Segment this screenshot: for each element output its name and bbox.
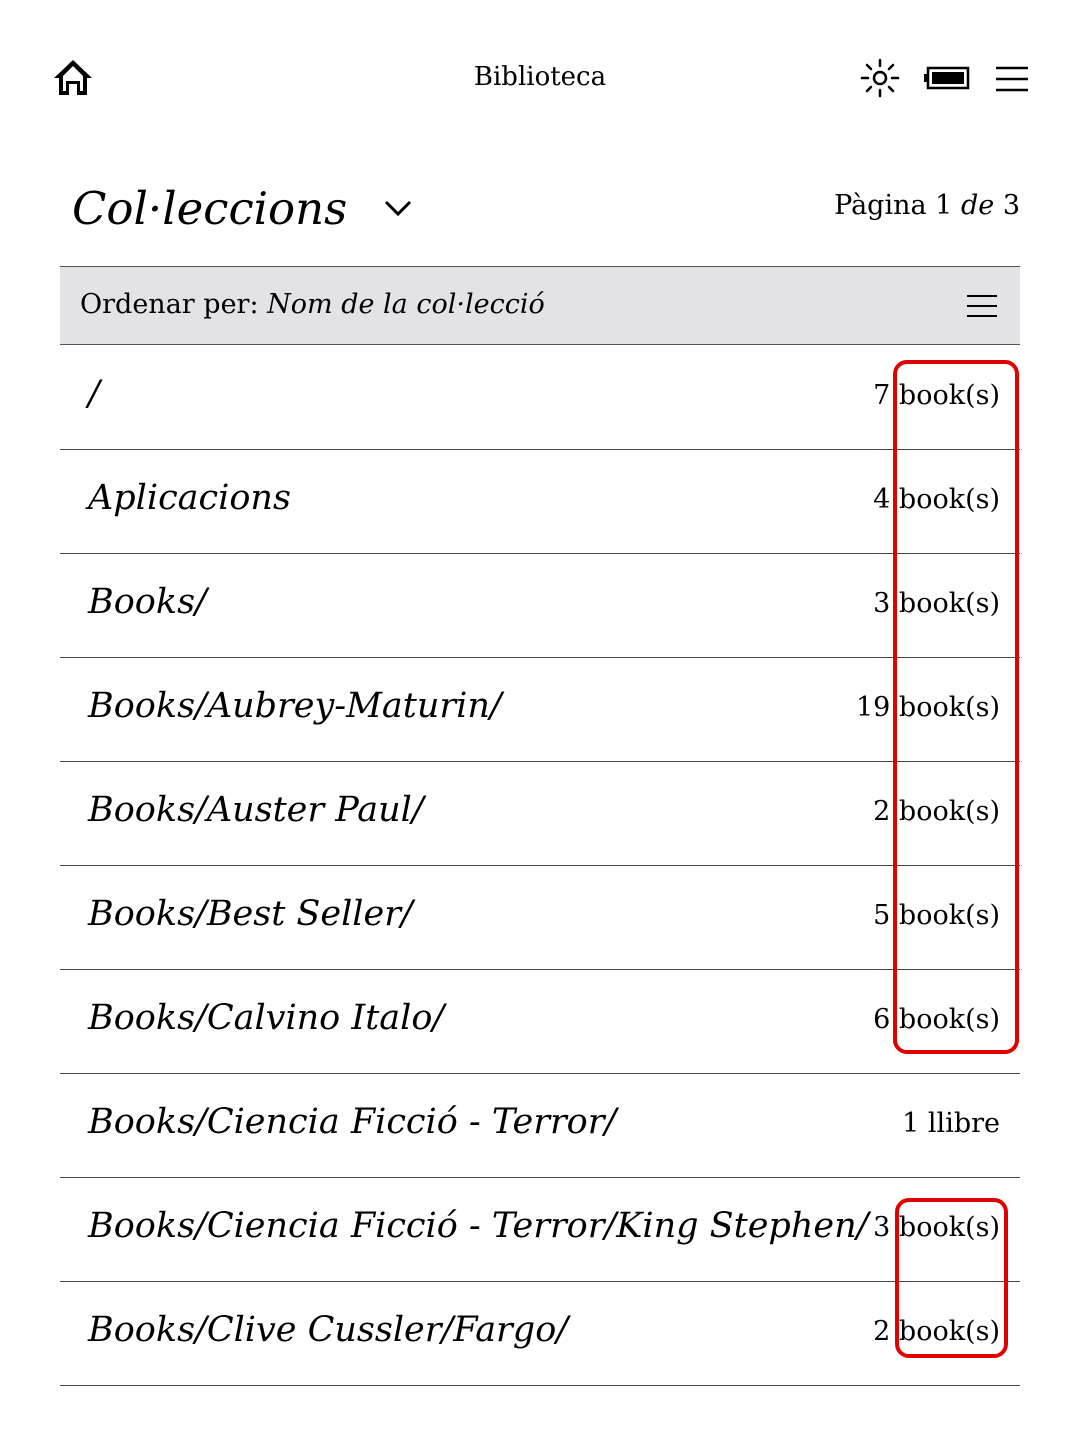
collection-name: Books/Clive Cussler/Fargo/	[88, 1310, 569, 1350]
brightness-icon	[860, 58, 900, 98]
collections-list	[60, 346, 1020, 1386]
sort-label	[80, 289, 545, 320]
collection-name: Aplicacions	[88, 478, 291, 518]
page-of: de	[960, 190, 995, 221]
collection-row[interactable]	[60, 1282, 1020, 1386]
page-label: Pàgina	[834, 190, 927, 221]
page-total: 3	[1002, 190, 1020, 221]
top-bar	[0, 0, 1080, 150]
collections-title[interactable]: Col·leccions	[72, 182, 348, 235]
collection-name: Books/Best Seller/	[88, 894, 413, 934]
collection-count: 6 book(s)	[873, 1004, 1000, 1035]
annotation-highlight-top	[893, 360, 1019, 1054]
collection-count: 3 book(s)	[873, 1212, 1000, 1243]
collection-row[interactable]	[60, 762, 1020, 866]
page-indicator	[834, 190, 1020, 221]
annotation-highlight-bottom	[895, 1198, 1008, 1358]
collection-row[interactable]	[60, 346, 1020, 450]
collection-count: 4 book(s)	[873, 484, 1000, 515]
collection-name: Books/Ciencia Ficció - Terror/King Stephen/	[88, 1206, 869, 1246]
brightness-button[interactable]	[860, 58, 900, 98]
collection-row[interactable]	[60, 1178, 1020, 1282]
chevron-down-icon	[382, 196, 414, 220]
collection-count: 3 book(s)	[873, 588, 1000, 619]
collection-count: 19 book(s)	[855, 692, 1000, 723]
collection-count: 7 book(s)	[873, 380, 1000, 411]
menu-button[interactable]	[994, 64, 1030, 94]
sort-bar[interactable]	[60, 266, 1020, 345]
collection-row[interactable]	[60, 554, 1020, 658]
collection-row[interactable]	[60, 450, 1020, 554]
sort-options-button[interactable]	[966, 293, 998, 319]
collection-row[interactable]	[60, 866, 1020, 970]
collection-name: Books/Calvino Italo/	[88, 998, 445, 1038]
battery-icon[interactable]	[924, 66, 970, 90]
collection-count: 2 book(s)	[873, 796, 1000, 827]
collection-name: Books/Aubrey-Maturin/	[88, 686, 502, 726]
collection-row[interactable]	[60, 658, 1020, 762]
collection-row[interactable]	[60, 1074, 1020, 1178]
collection-name: Books/	[88, 582, 207, 622]
collection-row[interactable]	[60, 970, 1020, 1074]
menu-icon	[994, 64, 1030, 94]
sort-value: Nom de la col·lecció	[267, 289, 545, 320]
sort-label-text: Ordenar per:	[80, 289, 259, 320]
app-title: Biblioteca	[473, 62, 607, 92]
list-menu-icon	[966, 293, 998, 319]
collection-count: 1 llibre	[902, 1108, 1000, 1139]
collection-name: Books/Ciencia Ficció - Terror/	[88, 1102, 617, 1142]
collections-dropdown-button[interactable]	[382, 196, 414, 220]
collection-name: /	[88, 374, 100, 414]
collection-name: Books/Auster Paul/	[88, 790, 424, 830]
collection-count: 2 book(s)	[873, 1316, 1000, 1347]
page-current: 1	[935, 190, 953, 221]
collection-count: 5 book(s)	[873, 900, 1000, 931]
